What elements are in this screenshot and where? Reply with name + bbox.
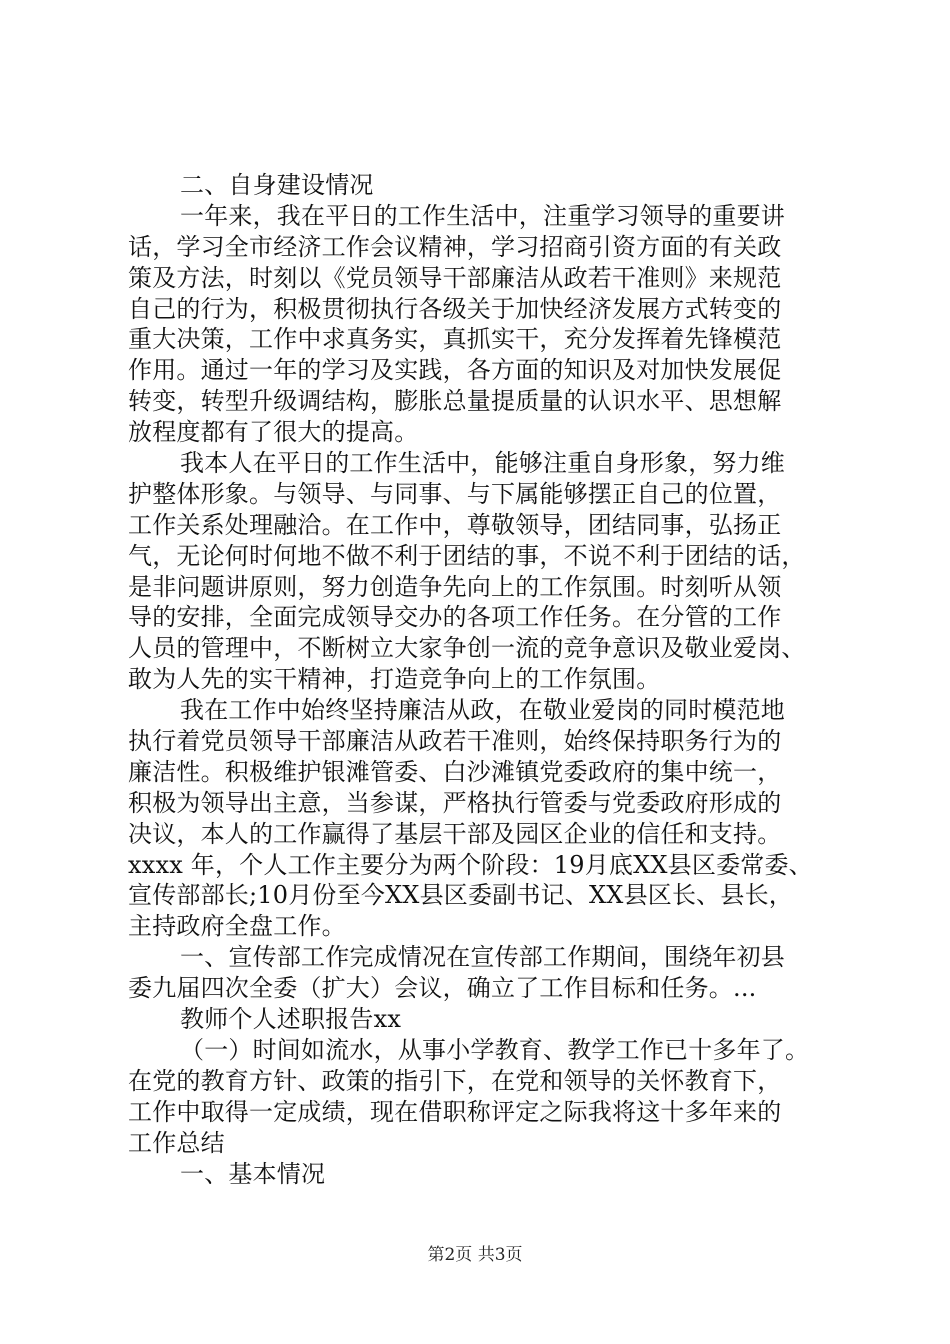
paragraph-line: 是非问题讲原则，努力创造争先向上的工作氛围。时刻听从领 [128, 572, 782, 601]
paragraph-line: 一、宣传部工作完成情况在宣传部工作期间，围绕年初县 [180, 943, 785, 972]
paragraph-line: 在党的教育方针、政策的指引下，在党和领导的关怀教育下， [128, 1066, 782, 1095]
paragraph-line: 工作关系处理融洽。在工作中，尊敬领导，团结同事，弘扬正 [128, 510, 782, 539]
paragraph-line: 人员的管理中，不断树立大家争创一流的竞争意识及敬业爱岗、 [128, 634, 806, 663]
paragraph-line: 自己的行为，积极贯彻执行各级关于加快经济发展方式转变的 [128, 294, 782, 323]
paragraph-line: 策及方法，时刻以《党员领导干部廉洁从政若干准则》来规范 [128, 263, 782, 292]
paragraph-line: 作用。通过一年的学习及实践，各方面的知识及对加快发展促 [128, 356, 782, 385]
paragraph-line: 决议，本人的工作赢得了基层干部及园区企业的信任和支持。 [128, 819, 782, 848]
paragraph-line: 护整体形象。与领导、与同事、与下属能够摆正自己的位置， [128, 479, 782, 508]
section-heading: 一、基本情况 [180, 1159, 326, 1188]
paragraph-line: 转变，转型升级调结构，膨胀总量提质量的认识水平、思想解 [128, 387, 782, 416]
section-heading: 二、自身建设情况 [180, 171, 374, 199]
paragraph-line: 气，无论何时何地不做不利于团结的事，不说不利于团结的话， [128, 541, 806, 570]
paragraph-line: 导的安排，全面完成领导交办的各项工作任务。在分管的工作 [128, 603, 782, 632]
document-body [128, 170, 838, 1189]
paragraph-line: 宣传部部长;10月份至今XX县区委副书记、XX县区长、县长， [128, 881, 793, 910]
paragraph-line: 廉洁性。积极维护银滩管委、白沙滩镇党委政府的集中统一， [128, 757, 782, 786]
paragraph-line: 放程度都有了很大的提高。 [128, 418, 419, 447]
page-number-footer: 第2页 共3页 [427, 1245, 523, 1265]
paragraph-line: 工作总结 [128, 1128, 225, 1157]
paragraph-line: （一）时间如流水，从事小学教育、教学工作已十多年了。 [180, 1035, 810, 1064]
paragraph-line: 话，学习全市经济工作会议精神，学习招商引资方面的有关政 [128, 232, 782, 261]
paragraph-line: 委九届四次全委（扩大）会议，确立了工作目标和任务。... [128, 974, 757, 1003]
section-heading: 教师个人述职报告xx [180, 1005, 402, 1034]
paragraph-line: xxxx 年，个人工作主要分为两个阶段：19月底XX县区委常委、 [128, 850, 813, 879]
paragraph-line: 执行着党员领导干部廉洁从政若干准则，始终保持职务行为的 [128, 727, 782, 756]
paragraph-line: 工作中取得一定成绩，现在借职称评定之际我将这十多年来的 [128, 1097, 782, 1126]
paragraph-line: 积极为领导出主意，当参谋，严格执行管委与党委政府形成的 [128, 788, 782, 817]
paragraph-line: 我本人在平日的工作生活中，能够注重自身形象，努力维 [180, 449, 785, 478]
paragraph-line: 主持政府全盘工作。 [128, 912, 346, 941]
paragraph-line: 敢为人先的实干精神，打造竞争向上的工作氛围。 [128, 665, 661, 694]
paragraph-line: 一年来，我在平日的工作生活中，注重学习领导的重要讲 [180, 201, 785, 230]
paragraph-line: 我在工作中始终坚持廉洁从政，在敬业爱岗的同时模范地 [180, 696, 785, 725]
paragraph-line: 重大决策，工作中求真务实，真抓实干，充分发挥着先锋模范 [128, 325, 782, 354]
